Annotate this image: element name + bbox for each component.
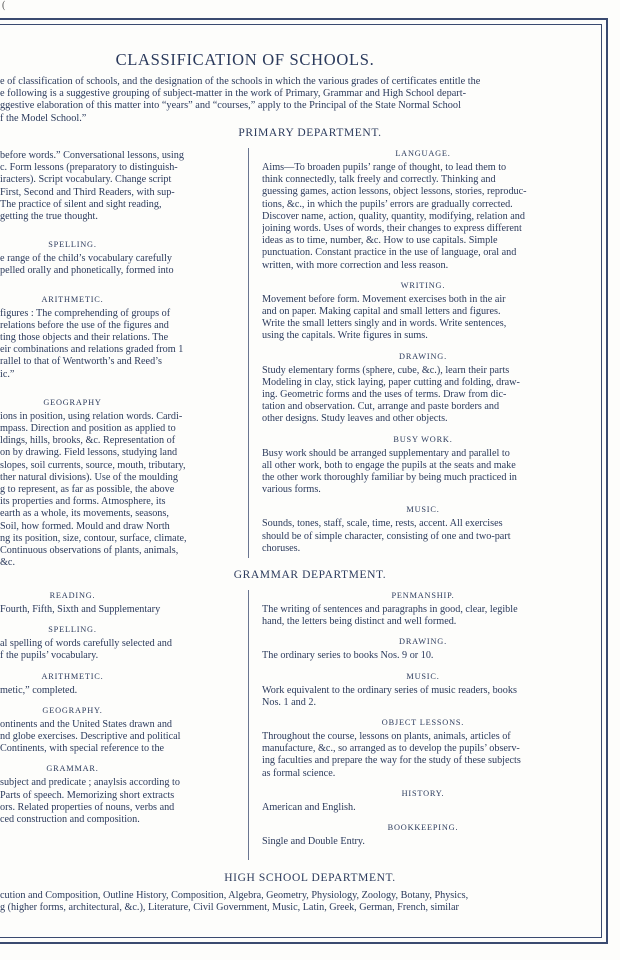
text-line: tation and observation. Cut, arrange and paste borders and	[262, 401, 500, 413]
text-line: other designs. Study leaves and other objects.	[262, 413, 448, 425]
text-line: al spelling of words carefully selected and	[0, 638, 172, 650]
intro-line: e following is a suggestive grouping of subject-matter in the work of Primary, Grammar and High School depart-	[0, 88, 467, 100]
intro-line: ggestive elaboration of this matter into “years” and “courses,” apply to the Principal of the State Normal School	[0, 100, 461, 112]
text-line: earth as a whole, its movements, seasons,	[0, 508, 169, 520]
text-line: ing. Geometric forms and the uses of terms. Draw from dic-	[262, 389, 507, 401]
text-line: Study elementary forms (sphere, cube, &c.), learn their parts	[262, 364, 510, 376]
text-line: Soil, how formed. Mould and draw North	[0, 520, 170, 532]
text-line: hand, the letters being distinct and well formed.	[262, 616, 457, 628]
text-line: Discover name, action, quality, quantity, modifying, relation and	[262, 210, 525, 222]
text-line: on by drawing. Field lessons, studying land	[0, 447, 178, 459]
course-line: cution and Composition, Outline History, Composition, Algebra, Geometry, Physiology, Zoology, Botany, Physics,	[0, 890, 469, 901]
section-heading: SPELLING.	[48, 240, 97, 250]
text-line: f the pupils’ vocabulary.	[0, 650, 99, 662]
section-heading: HISTORY.	[401, 788, 445, 798]
high-school-department-heading: HIGH SCHOOL DEPARTMENT.	[224, 872, 396, 884]
section-heading: LANGUAGE.	[395, 149, 451, 158]
text-line: choruses.	[262, 542, 301, 554]
section-heading: WRITING.	[400, 280, 446, 290]
text-line: First, Second and Third Readers, with sup-	[0, 186, 175, 198]
text-line: Work equivalent to the ordinary series of music readers, books	[262, 684, 517, 696]
text-line: ced construction and composition.	[0, 814, 140, 826]
column-divider	[248, 148, 249, 558]
text-line: relations before the use of the figures and	[0, 319, 169, 331]
text-line: Continents, with special reference to the	[0, 743, 165, 755]
high-school-course-list	[0, 890, 600, 915]
text-line: Aims—To broaden pupils’ range of thought, to lead them to	[262, 162, 507, 173]
text-line: ors. Related properties of nouns, verbs and	[0, 801, 175, 813]
text-line: written, with more correction and less reason.	[262, 259, 449, 271]
text-line: ther natural divisions). Use of the moulding	[0, 471, 178, 483]
text-line: mpass. Direction and position as applied to	[0, 423, 176, 435]
text-line: punctuation. Constant practice in the use of language, oral and	[262, 247, 517, 259]
text-line: iracters). Script vocabulary. Change script	[0, 174, 172, 186]
text-line: Single and Double Entry.	[262, 836, 365, 848]
text-line: c. Form lessons (preparatory to distinguish-	[0, 162, 178, 174]
text-line: Sounds, tones, staff, scale, time, rests, accent. All exercises	[262, 518, 503, 530]
grammar-right-column	[262, 590, 584, 848]
text-line: pelled orally and phonetically, formed into	[0, 265, 174, 277]
text-line: Write the small letters singly and in words. Write sentences,	[262, 318, 507, 330]
section-heading: SPELLING.	[48, 625, 97, 635]
section-heading: OBJECT LESSONS.	[381, 718, 465, 728]
text-line: all other work, both to engage the pupils at the seats and make	[262, 459, 516, 471]
text-line: various forms.	[262, 484, 321, 496]
intro-line: f the Model School.”	[0, 112, 87, 124]
text-line: think connectedly, talk freely and correctly. Thinking and	[262, 174, 496, 186]
section-heading: MUSIC.	[406, 671, 440, 681]
text-line: ic.”	[0, 368, 15, 380]
text-line: subject and predicate ; anaylsis according to	[0, 777, 180, 789]
grammar-department-heading: GRAMMAR DEPARTMENT.	[233, 569, 387, 581]
text-line: joining words. Uses of words, their changes to express different	[262, 223, 522, 235]
section-heading: GEOGRAPHY.	[42, 705, 103, 715]
text-line: the other work thoroughly familiar by being much practiced in	[262, 472, 517, 484]
section-heading: BOOKKEEPING.	[387, 823, 459, 833]
primary-right-column	[262, 148, 584, 555]
section-heading: PENMANSHIP.	[391, 591, 455, 600]
text-line: ions in position, using relation words. Cardi-	[0, 410, 183, 422]
intro-line: e of classification of schools, and the designation of the schools in which the various grades of certificates entitle the	[0, 76, 481, 87]
text-line: The ordinary series to books Nos. 9 or 10.	[262, 650, 434, 662]
text-line: eir combinations and relations graded from 1	[0, 344, 184, 356]
document-title: CLASSIFICATION OF SCHOOLS.	[115, 50, 375, 69]
section-heading: READING.	[49, 591, 96, 600]
grammar-left-column	[0, 590, 232, 826]
text-line: Movement before form. Movement exercises both in the air	[262, 293, 506, 305]
text-line: Throughout the course, lessons on plants, animals, articles of	[262, 731, 511, 743]
text-line: guessing games, action lessons, object lessons, stories, reproduc-	[262, 186, 527, 198]
text-line: e range of the child’s vocabulary carefully	[0, 253, 172, 265]
text-line: ideas as to time, number, &c. How to use capitals. Simple	[262, 235, 498, 247]
text-line: rallel to that of Wentworth’s and Reed’s	[0, 356, 162, 368]
primary-left-column	[0, 148, 232, 569]
intro-paragraph	[0, 76, 580, 125]
text-line: nd globe exercises. Descriptive and political	[0, 731, 181, 743]
text-line: Parts of speech. Memorizing short extracts	[0, 789, 175, 801]
text-line: Fourth, Fifth, Sixth and Supplementary	[0, 604, 161, 615]
text-line: figures : The comprehending of groups of	[0, 307, 171, 319]
text-line: its properties and forms. Atmosphere, its	[0, 496, 166, 508]
text-line: as formal science.	[262, 767, 336, 779]
text-line: ng its position, size, contour, surface, climate,	[0, 532, 187, 544]
text-line: ontinents and the United States drawn and	[0, 718, 173, 730]
text-line: tions, &c., in which the pupils’ errors are gradually corrected.	[262, 198, 513, 210]
text-line: The practice of silent and sight reading,	[0, 198, 162, 210]
section-heading: ARITHMETIC.	[41, 294, 104, 304]
text-line: manufacture, &c., so arranged as to develop the pupils’ observ-	[262, 743, 520, 755]
text-line: The writing of sentences and paragraphs in good, clear, legible	[262, 604, 518, 615]
text-line: Continuous observations of plants, animals,	[0, 545, 179, 557]
text-line: American and English.	[262, 801, 356, 813]
text-line: before words.” Conversational lessons, using	[0, 150, 184, 161]
text-line: ing faculties and prepare the way for the study of these subjects	[262, 755, 521, 767]
section-heading: BUSY WORK.	[393, 434, 453, 444]
text-line: ldings, hills, brooks, &c. Representation of	[0, 435, 176, 447]
primary-department-heading: PRIMARY DEPARTMENT.	[238, 127, 382, 139]
text-line: g to represent, as far as possible, the above	[0, 484, 175, 496]
text-line: should be of simple character, consisting of one and two-part	[262, 530, 511, 542]
section-heading: GRAMMAR.	[46, 764, 99, 774]
text-line: and on paper. Making capital and small letters and figures.	[262, 306, 501, 318]
text-line: getting the true thought.	[0, 211, 98, 223]
text-line: Busy work should be arranged supplementary and parallel to	[262, 447, 510, 459]
text-line: Modeling in clay, stick laying, paper cutting and folding, draw-	[262, 376, 520, 388]
text-line: &c.	[0, 557, 15, 569]
section-heading: DRAWING.	[399, 351, 447, 361]
text-line: ting those objects and their relations. The	[0, 332, 169, 344]
section-heading: ARITHMETIC.	[41, 671, 104, 681]
text-line: metic,” completed.	[0, 684, 78, 696]
section-heading: MUSIC.	[406, 505, 440, 515]
text-line: Nos. 1 and 2.	[262, 696, 317, 708]
section-heading: DRAWING.	[399, 637, 447, 647]
text-line: slopes, soil currents, source, mouth, tributary,	[0, 459, 186, 471]
course-line: g (higher forms, architectural, &c.), Literature, Civil Government, Music, Latin, Greek, German, French, similar	[0, 902, 459, 914]
margin-mark: (	[2, 0, 6, 11]
column-divider	[248, 590, 249, 860]
text-line: using the capitals. Write figures in sums.	[262, 330, 428, 342]
section-heading: GEOGRAPHY	[43, 397, 102, 407]
